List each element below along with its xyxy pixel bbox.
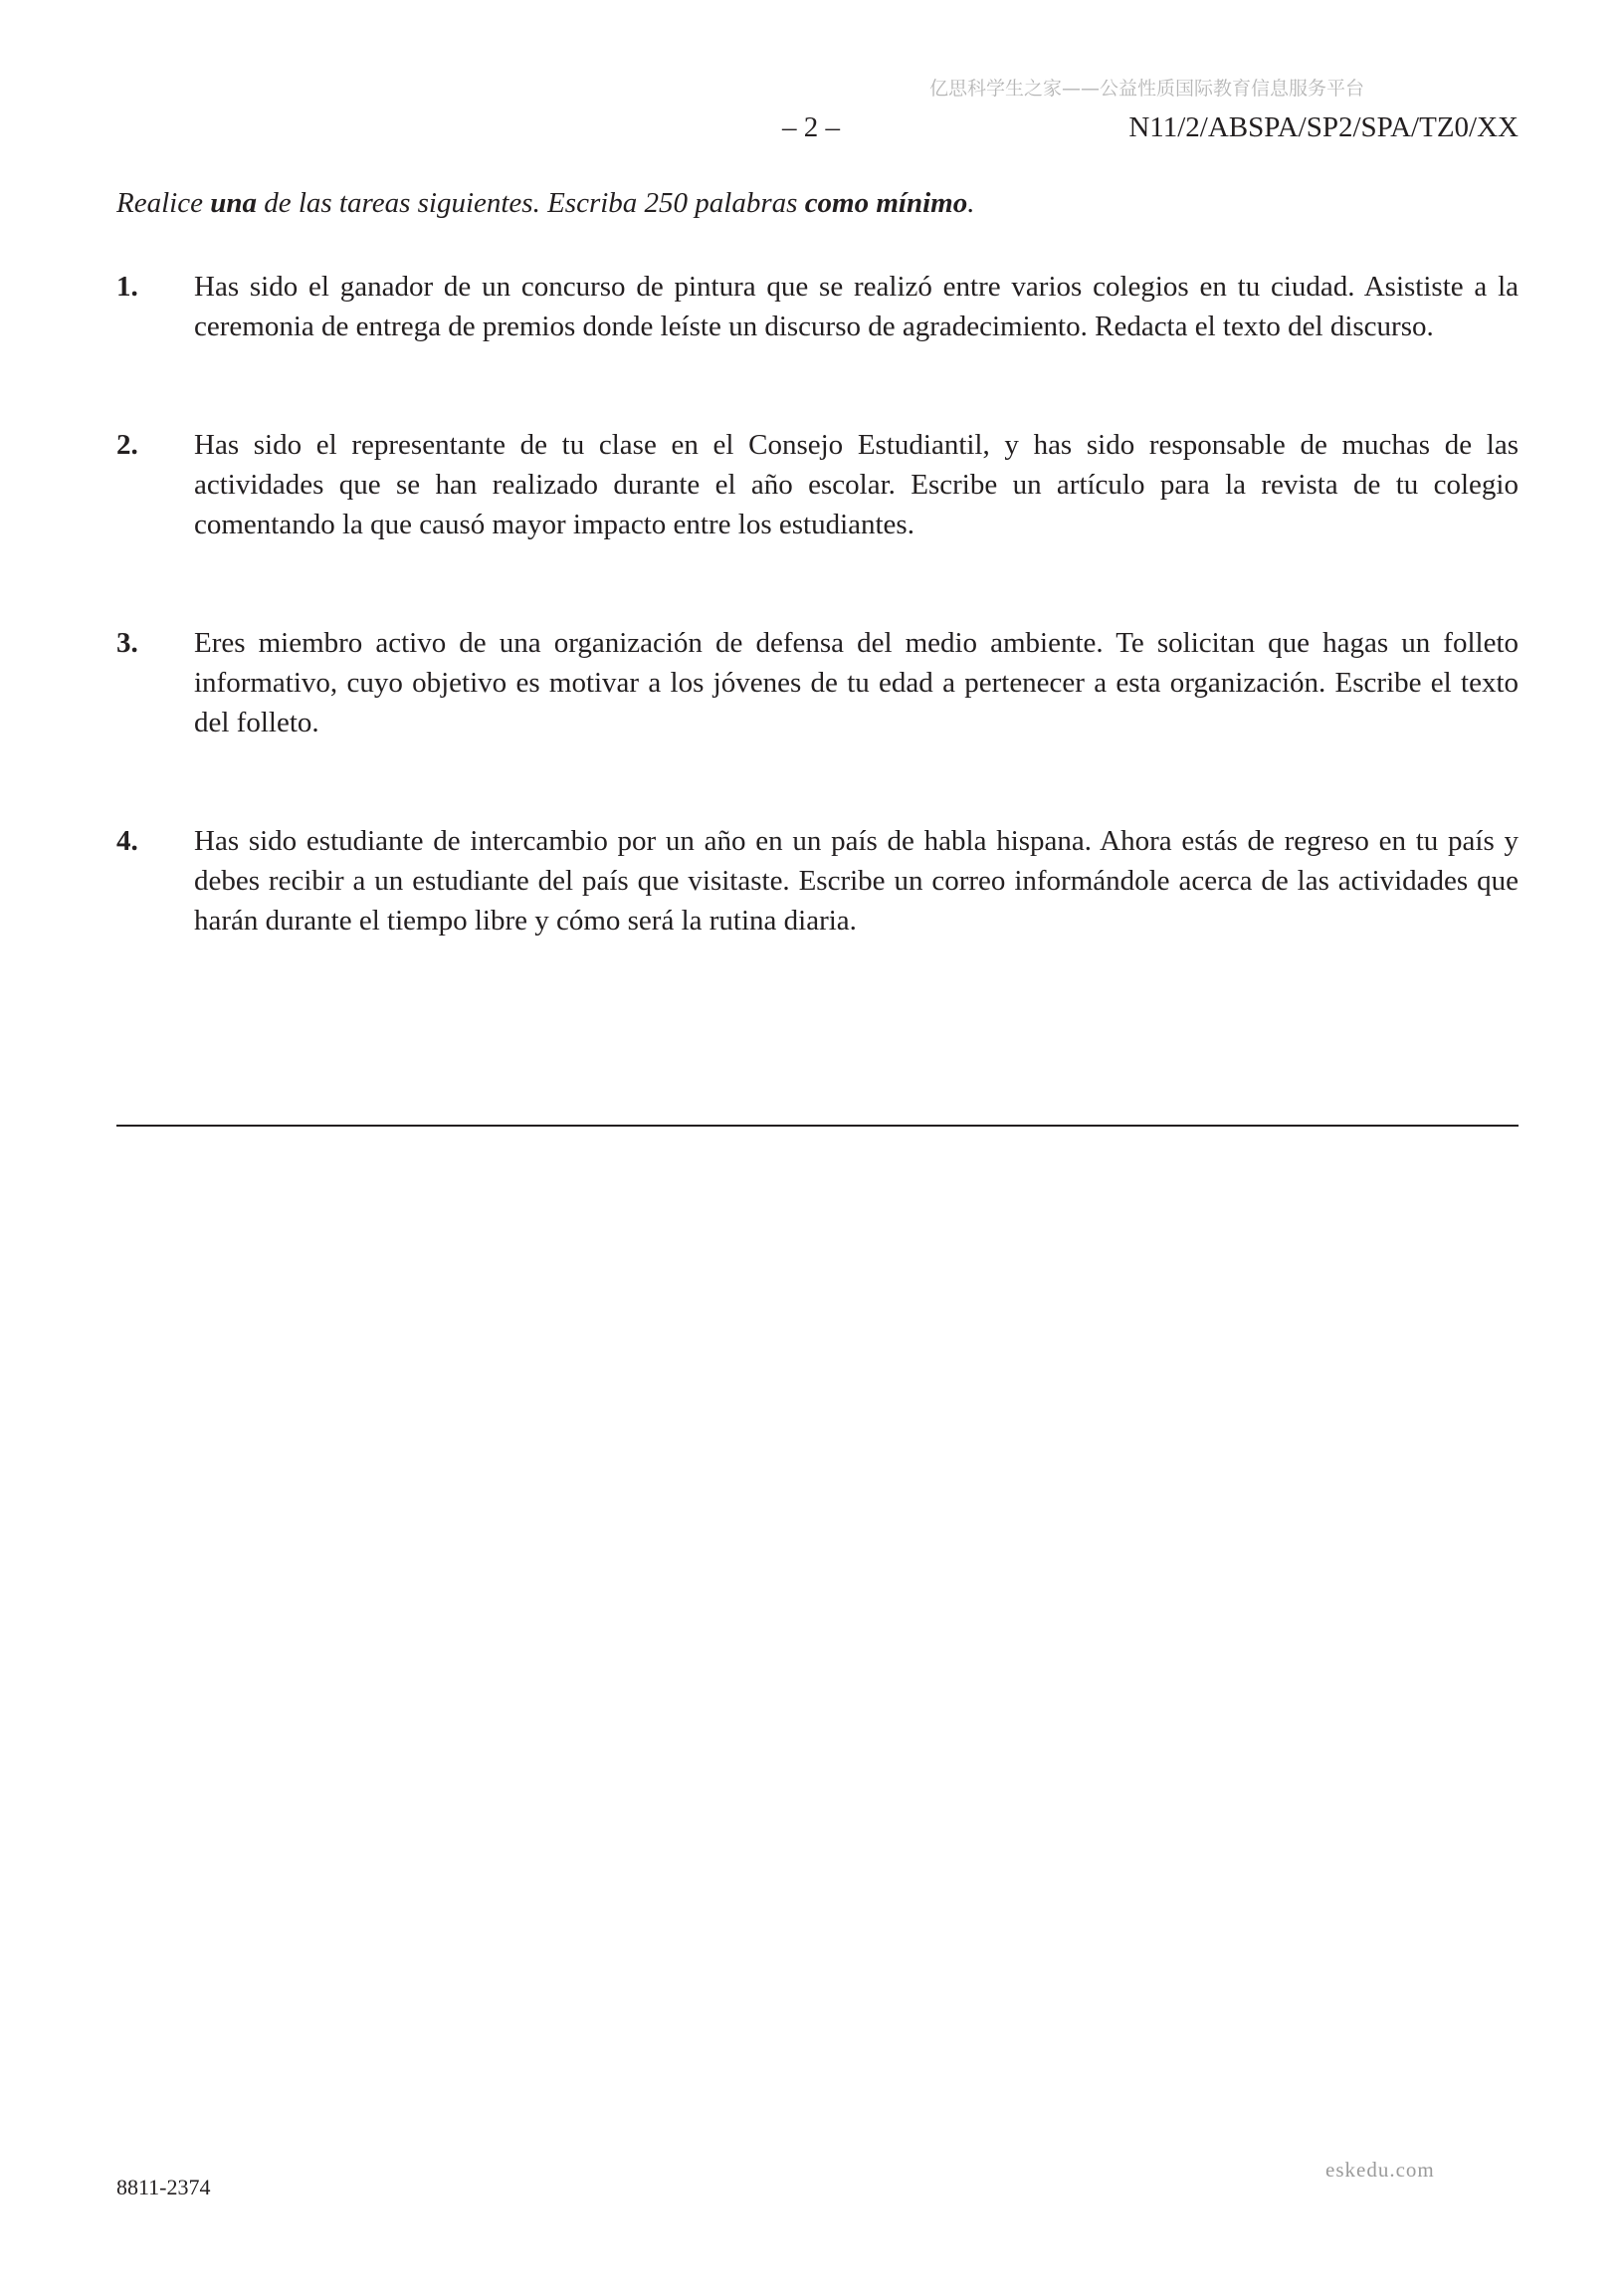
paper-code: N11/2/ABSPA/SP2/SPA/TZ0/XX [1128, 111, 1519, 143]
task-text: Has sido el representante de tu clase en el Consejo Estudiantil, y has sido responsable de muchas de las actividades que se han realizado durante el año escolar. Escribe un artículo para la revista de tu colegio comentando la que causó mayor impacto entre los estudiantes. [194, 429, 1519, 540]
task-text: Has sido estudiante de intercambio por un año en un país de habla hispana. Ahora estás de regreso en tu país y debes recibir a un estudiante del país que visitaste. Escribe un correo informándole acerca de las actividades que harán durante el tiempo libre y cómo será la rutina diaria. [194, 825, 1519, 937]
instructions [116, 187, 974, 220]
task-number: 3. [116, 627, 138, 659]
footer-code: 8811-2374 [116, 2175, 211, 2199]
task-item [116, 623, 1519, 742]
footer-watermark: eskedu.com [1325, 2158, 1435, 2182]
header-watermark: 亿思科学生之家——公益性质国际教育信息服务平台 [929, 78, 1365, 100]
task-list [116, 267, 1519, 1019]
task-item [116, 821, 1519, 940]
instructions-emphasis-una: una [210, 187, 257, 219]
task-number: 1. [116, 271, 138, 303]
section-divider [116, 1125, 1519, 1127]
instructions-text: . [967, 187, 975, 219]
page-number: – 2 – [782, 111, 840, 143]
instructions-text: Realice [116, 187, 211, 219]
task-text: Eres miembro activo de una organización de defensa del medio ambiente. Te solicitan que hagas un folleto informativo, cuyo objetivo es motivar a los jóvenes de tu edad a pertenecer a esta organización. Escribe el texto del folleto. [194, 627, 1519, 738]
task-number: 4. [116, 825, 138, 857]
task-number: 2. [116, 429, 138, 461]
task-item [116, 425, 1519, 544]
instructions-emphasis-como-minimo: como mínimo [804, 187, 968, 219]
instructions-text: de las tareas siguientes. Escriba 250 palabras [256, 187, 805, 219]
task-text: Has sido el ganador de un concurso de pintura que se realizó entre varios colegios en tu ciudad. Asististe a la ceremonia de entrega de premios donde leíste un discurso de agradecimiento. Redacta el texto del discurso. [194, 271, 1519, 342]
task-item [116, 267, 1519, 346]
